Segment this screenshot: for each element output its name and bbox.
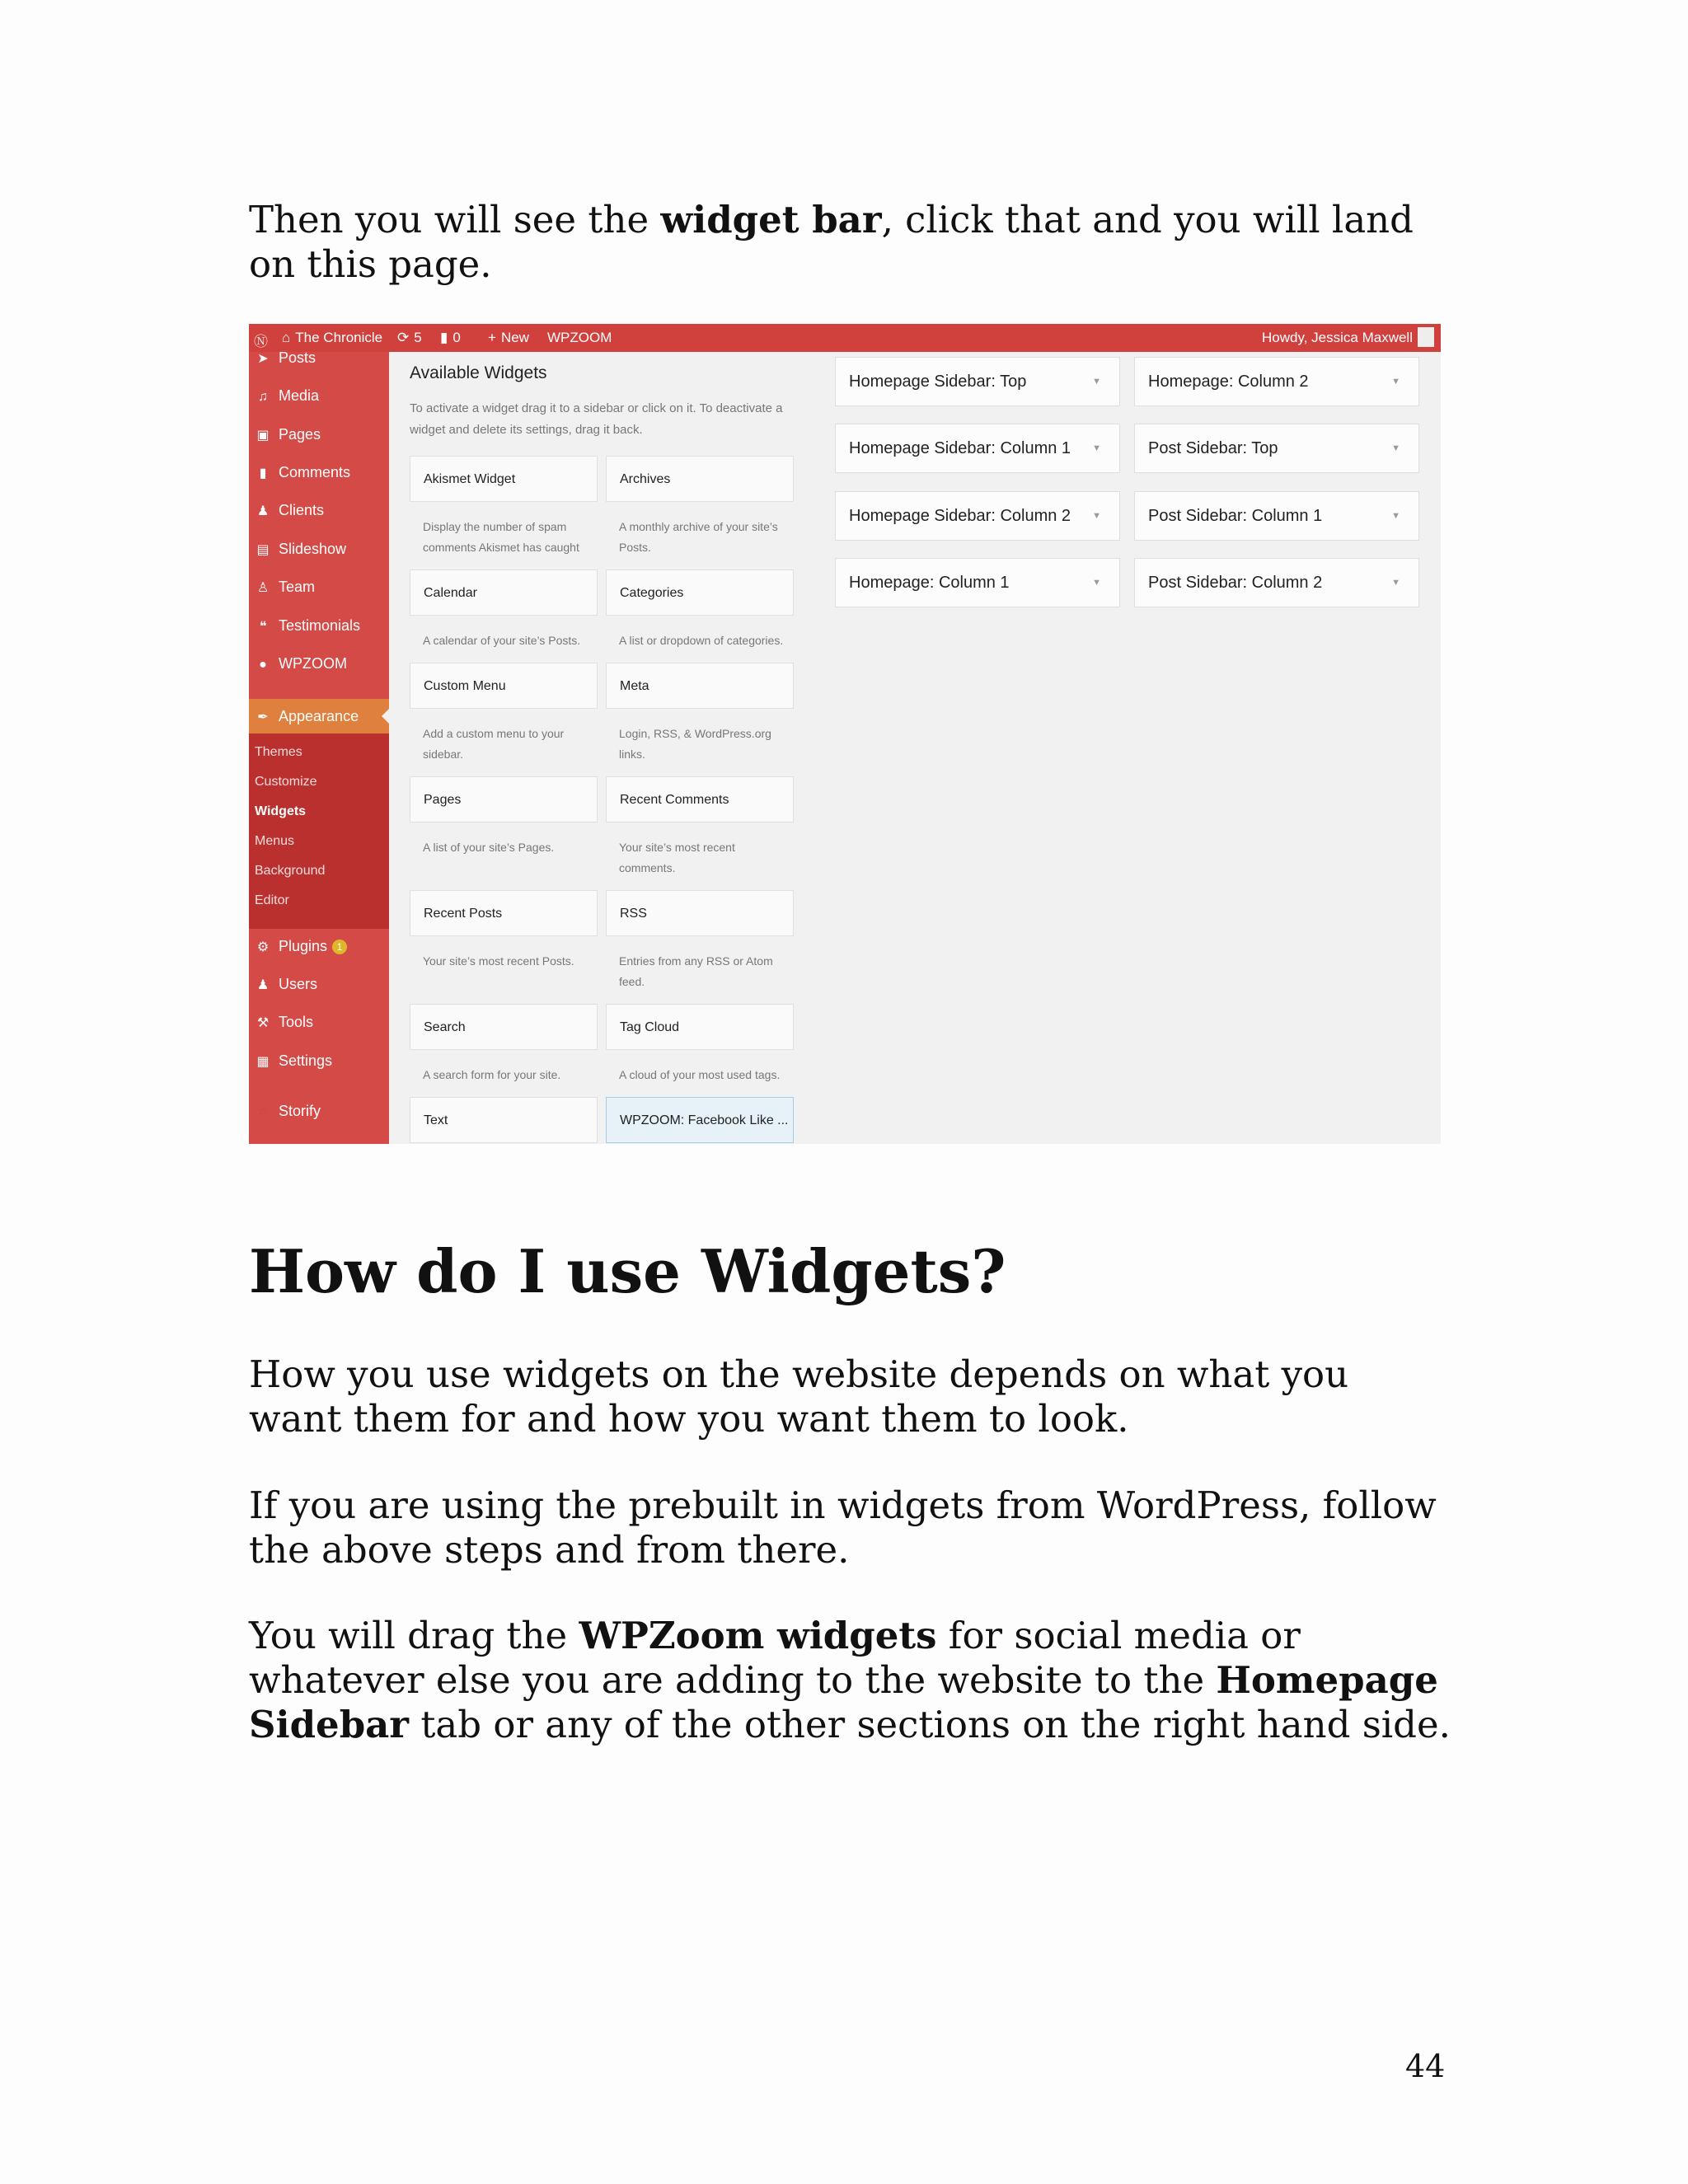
menu-label: Tools	[279, 1014, 314, 1030]
updates-link[interactable]	[397, 330, 422, 346]
available-widgets-title: Available Widgets	[410, 363, 547, 382]
menu-label: Posts	[279, 349, 316, 366]
paragraph-1: How you use widgets on the website depends on what you want them for and how you want them to look.	[249, 1352, 1349, 1441]
sidebar-area-homepage-sidebar-column-2[interactable]	[835, 491, 1120, 541]
submenu-widgets[interactable]: Widgets	[255, 804, 307, 818]
widget-wpzoom-facebook-like[interactable]: WPZOOM: Facebook Like ...	[606, 1097, 794, 1143]
menu-item-clients[interactable]	[249, 493, 389, 527]
widget-description: Your site’s most recent Posts.	[423, 954, 574, 968]
chevron-down-icon[interactable]: ▼	[1391, 578, 1400, 588]
area-label: Post Sidebar: Column 2	[1148, 574, 1323, 592]
area-label: Homepage Sidebar: Column 1	[849, 439, 1071, 457]
widget-akismet[interactable]: Akismet Widget	[410, 456, 598, 502]
submenu-customize[interactable]: Customize	[255, 775, 317, 789]
paragraph-2: If you are using the prebuilt in widgets from WordPress, follow the above steps and from there.	[249, 1483, 1437, 1572]
p3-text: for social media or whatever else you are adding to the website to the	[249, 1614, 1301, 1702]
widget-pages[interactable]: Pages	[410, 776, 598, 823]
menu-label: WPZOOM	[279, 655, 347, 672]
menu-label: Comments	[279, 464, 351, 480]
plugins-update-badge: 1	[332, 940, 347, 954]
comments-count: 0	[452, 330, 461, 345]
brush-icon: ✒	[257, 710, 269, 724]
team-icon: ♙	[256, 581, 270, 595]
plus-icon: +	[488, 330, 496, 345]
paragraph-3	[249, 1614, 1452, 1747]
new-content-link[interactable]	[488, 330, 529, 346]
chevron-down-icon[interactable]: ▼	[1391, 443, 1400, 453]
account-greeting[interactable]: Howdy, Jessica Maxwell	[1262, 330, 1413, 345]
p3-bold-homepage-sidebar: Homepage Sidebar	[249, 1658, 1438, 1746]
menu-label: Appearance	[279, 708, 359, 724]
p3-text: You will drag the	[249, 1614, 579, 1657]
quote-icon: ❝	[259, 620, 267, 634]
widget-description: A cloud of your most used tags.	[619, 1068, 781, 1081]
chevron-down-icon[interactable]: ▼	[1092, 443, 1101, 453]
widget-recent-comments[interactable]: Recent Comments	[606, 776, 794, 823]
chevron-down-icon[interactable]: ▼	[1092, 578, 1101, 588]
comment-bubble-icon: ▮	[440, 330, 448, 345]
appearance-submenu	[249, 733, 389, 929]
widget-description: A search form for your site.	[423, 1068, 561, 1081]
menu-item-comments[interactable]	[249, 455, 389, 490]
menu-label: Plugins	[279, 938, 328, 954]
menu-label: Media	[279, 387, 320, 404]
settings-icon: ▦	[256, 1055, 270, 1069]
available-widgets-description: To activate a widget drag it to a sidebar or click on it. To deactivate a widget and delete its settings, drag it back.	[410, 401, 783, 437]
area-label: Post Sidebar: Column 1	[1148, 507, 1323, 525]
menu-label: Settings	[279, 1052, 333, 1069]
sidebar-area-post-sidebar-column-1[interactable]	[1134, 491, 1419, 541]
widget-description: A list of your site’s Pages.	[423, 841, 555, 854]
widget-custom-menu[interactable]: Custom Menu	[410, 663, 598, 709]
new-label: New	[500, 330, 529, 345]
menu-item-appearance[interactable]	[249, 699, 389, 733]
pages-icon: ▣	[256, 429, 270, 443]
menu-item-users[interactable]	[249, 967, 389, 1001]
wordpress-logo-icon[interactable]: Ⓝ	[254, 334, 268, 349]
submenu-editor[interactable]: Editor	[255, 893, 289, 907]
menu-label: Storify	[279, 1103, 321, 1119]
user-icon: ♟	[256, 978, 270, 992]
widget-search[interactable]: Search	[410, 1004, 598, 1050]
updates-count: 5	[414, 330, 422, 345]
menu-label: Pages	[279, 426, 321, 443]
plugin-icon: ⚙	[256, 940, 270, 954]
site-name: The Chronicle	[295, 330, 383, 345]
submenu-menus[interactable]: Menus	[255, 834, 295, 848]
intro-bold: widget bar	[660, 198, 882, 241]
intro-paragraph	[249, 198, 1452, 287]
pin-icon: ➤	[257, 352, 269, 366]
widget-text[interactable]: Text	[410, 1097, 598, 1143]
menu-label: Testimonials	[279, 617, 361, 634]
comments-link[interactable]	[440, 330, 461, 346]
widget-rss[interactable]: RSS	[606, 890, 794, 936]
wpzoom-icon: ●	[259, 658, 267, 672]
menu-item-wpzoom[interactable]	[249, 646, 389, 681]
widget-calendar[interactable]: Calendar	[410, 569, 598, 616]
widget-description: Entries from any RSS or Atom feed.	[619, 954, 773, 988]
chevron-down-icon[interactable]: ▼	[1391, 511, 1400, 521]
widget-recent-posts[interactable]: Recent Posts	[410, 890, 598, 936]
submenu-background[interactable]: Background	[255, 864, 326, 878]
clients-icon: ♟	[256, 504, 270, 518]
widget-description: Add a custom menu to your sidebar.	[423, 727, 565, 761]
home-icon: ⌂	[282, 330, 291, 345]
area-label: Homepage Sidebar: Column 2	[849, 507, 1071, 525]
sidebar-area-homepage-sidebar-top[interactable]	[835, 357, 1120, 406]
avatar[interactable]	[1418, 327, 1434, 347]
area-label: Homepage Sidebar: Top	[849, 373, 1027, 391]
comment-icon: ▮	[259, 466, 267, 480]
wrench-icon: ⚒	[256, 1016, 270, 1030]
menu-label: Team	[279, 579, 316, 595]
menu-item-tools[interactable]	[249, 1005, 389, 1039]
menu-item-testimonials[interactable]	[249, 608, 389, 643]
media-icon: ♫	[258, 390, 268, 404]
widget-description: A monthly archive of your site’s Posts.	[619, 520, 778, 554]
updates-icon: ⟳	[397, 330, 410, 345]
p3-text: tab or any of the other sections on the right hand side.	[409, 1703, 1451, 1746]
menu-item-posts[interactable]	[249, 340, 389, 375]
widget-meta[interactable]: Meta	[606, 663, 794, 709]
widget-description: Display the number of spam comments Akismet has caught	[423, 520, 579, 554]
menu-item-settings[interactable]	[249, 1043, 389, 1078]
widget-description: Login, RSS, & WordPress.org links.	[619, 727, 771, 761]
sidebar-area-homepage-sidebar-column-1[interactable]	[835, 424, 1120, 473]
menu-item-media[interactable]	[249, 378, 389, 413]
wordpress-widgets-screenshot	[249, 324, 1441, 1144]
theme-link[interactable]: WPZOOM	[547, 330, 612, 345]
area-label: Homepage: Column 2	[1148, 373, 1309, 391]
sidebar-area-post-sidebar-column-2[interactable]	[1134, 558, 1419, 607]
menu-item-plugins[interactable]	[249, 929, 389, 963]
widget-description: Your site’s most recent comments.	[619, 841, 735, 874]
area-label: Homepage: Column 1	[849, 574, 1010, 592]
widget-archives[interactable]: Archives	[606, 456, 794, 502]
menu-label: Clients	[279, 502, 325, 518]
slideshow-icon: ▤	[256, 543, 270, 557]
area-label: Post Sidebar: Top	[1148, 439, 1278, 457]
menu-item-storify[interactable]	[249, 1094, 389, 1128]
menu-item-pages[interactable]	[249, 417, 389, 452]
intro-text-end: , click that and you will land on this page.	[249, 198, 1414, 286]
page-number: 44	[1405, 2048, 1446, 2084]
widget-tag-cloud[interactable]: Tag Cloud	[606, 1004, 794, 1050]
sidebar-area-homepage-column-2[interactable]	[1134, 357, 1419, 406]
storify-icon: ○	[259, 1105, 267, 1119]
menu-label: Users	[279, 976, 318, 992]
submenu-themes[interactable]: Themes	[255, 745, 302, 759]
section-heading: How do I use Widgets?	[249, 1236, 1006, 1306]
menu-item-team[interactable]	[249, 569, 389, 604]
chevron-down-icon[interactable]: ▼	[1391, 377, 1400, 387]
menu-item-slideshow[interactable]	[249, 532, 389, 566]
admin-menu-lower	[249, 929, 389, 1144]
widget-description: A list or dropdown of categories.	[619, 634, 784, 647]
widget-description: A calendar of your site’s Posts.	[423, 634, 581, 647]
p3-bold-wpzoom: WPZoom widgets	[579, 1614, 937, 1657]
admin-bar	[249, 324, 1441, 352]
widget-categories[interactable]: Categories	[606, 569, 794, 616]
chevron-down-icon[interactable]: ▼	[1092, 511, 1101, 521]
intro-text: Then you will see the	[249, 198, 661, 241]
chevron-down-icon[interactable]: ▼	[1092, 377, 1101, 387]
sidebar-area-homepage-column-1[interactable]	[835, 558, 1120, 607]
sidebar-area-post-sidebar-top[interactable]	[1134, 424, 1419, 473]
menu-label: Slideshow	[279, 541, 347, 557]
